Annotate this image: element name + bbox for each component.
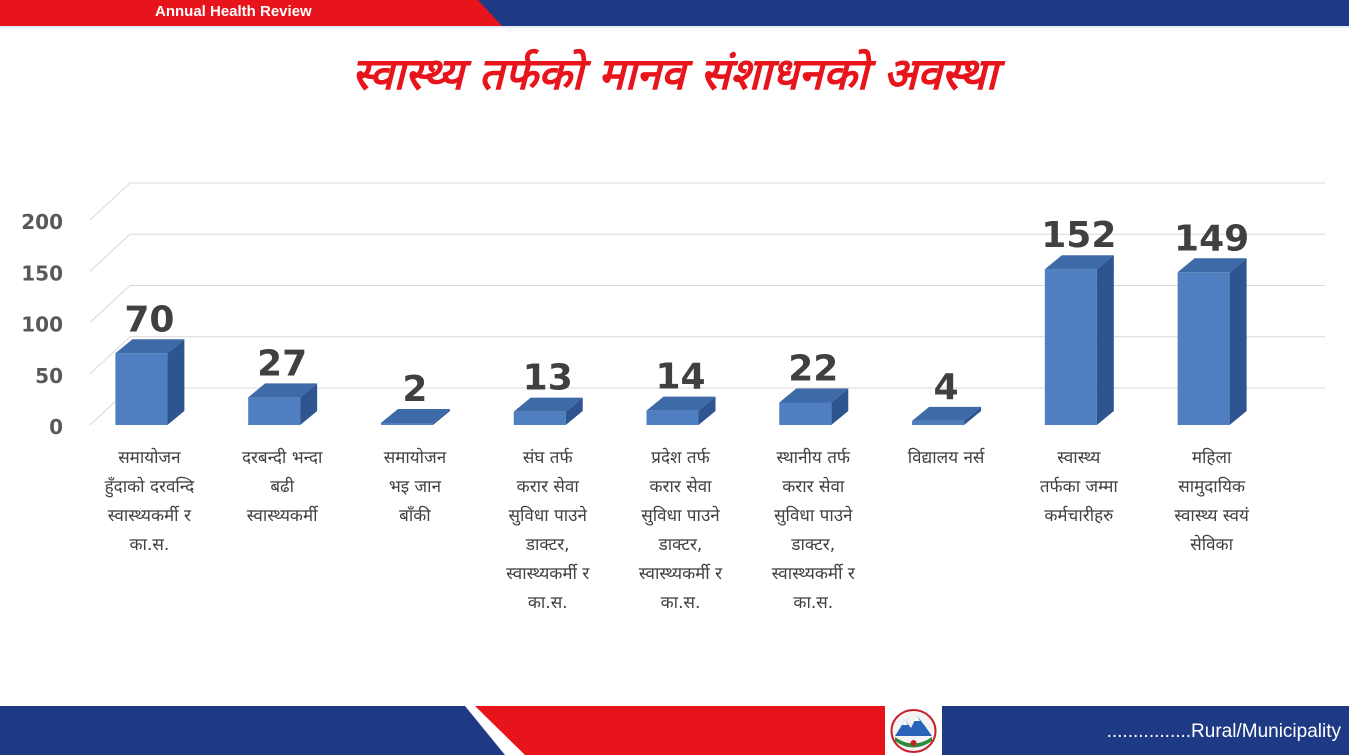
category-label: महिला सामुदायिक स्वास्थ्य स्वयं सेविका bbox=[1174, 448, 1249, 555]
data-label: 22 bbox=[788, 348, 839, 390]
data-label: 70 bbox=[124, 299, 175, 341]
chart-title: स्वास्थ्य तर्फको मानव संशाधनको अवस्था bbox=[351, 49, 998, 100]
category-label: समायोजन भइ जान बाँकी bbox=[383, 448, 447, 526]
category-label: विद्यालय नर्स bbox=[907, 448, 985, 468]
data-label: 14 bbox=[655, 356, 706, 398]
data-label: 13 bbox=[522, 357, 573, 399]
bottom-banner-navy-left bbox=[0, 706, 505, 755]
y-tick-label: 50 bbox=[35, 363, 63, 388]
data-label: 27 bbox=[257, 343, 308, 385]
government-emblem-icon bbox=[885, 706, 942, 755]
footer-text: ................Rural/Municipality bbox=[1106, 721, 1341, 742]
data-label: 2 bbox=[402, 368, 428, 410]
y-tick-label: 0 bbox=[49, 415, 63, 439]
y-tick-label: 200 bbox=[21, 210, 63, 234]
data-label: 149 bbox=[1174, 218, 1250, 260]
category-label: स्वास्थ्य तर्फका जम्मा कर्मचारीहरु bbox=[1039, 448, 1118, 526]
category-label: संघ तर्फ करार सेवा सुविधा पाउने डाक्टर, स्वास्थ्यकर्मी र का.स. bbox=[506, 448, 590, 613]
category-label: स्थानीय तर्फ करार सेवा सुविधा पाउने डाक्टर, स्वास्थ्यकर्मी र का.स. bbox=[771, 448, 855, 613]
category-label: समायोजन हुँदाको दरवन्दि स्वास्थ्यकर्मी र का.स. bbox=[104, 448, 195, 555]
data-label: 152 bbox=[1041, 215, 1117, 257]
y-tick-label: 150 bbox=[21, 261, 63, 286]
bottom-banner-red bbox=[475, 706, 885, 755]
header-label: Annual Health Review bbox=[155, 3, 312, 20]
category-label: प्रदेश तर्फ करार सेवा सुविधा पाउने डाक्टर, स्वास्थ्यकर्मी र का.स. bbox=[638, 448, 723, 613]
category-label: दरबन्दी भन्दा बढी स्वास्थ्यकर्मी bbox=[241, 448, 323, 526]
y-tick-label: 100 bbox=[21, 312, 63, 337]
data-label: 4 bbox=[933, 366, 959, 408]
